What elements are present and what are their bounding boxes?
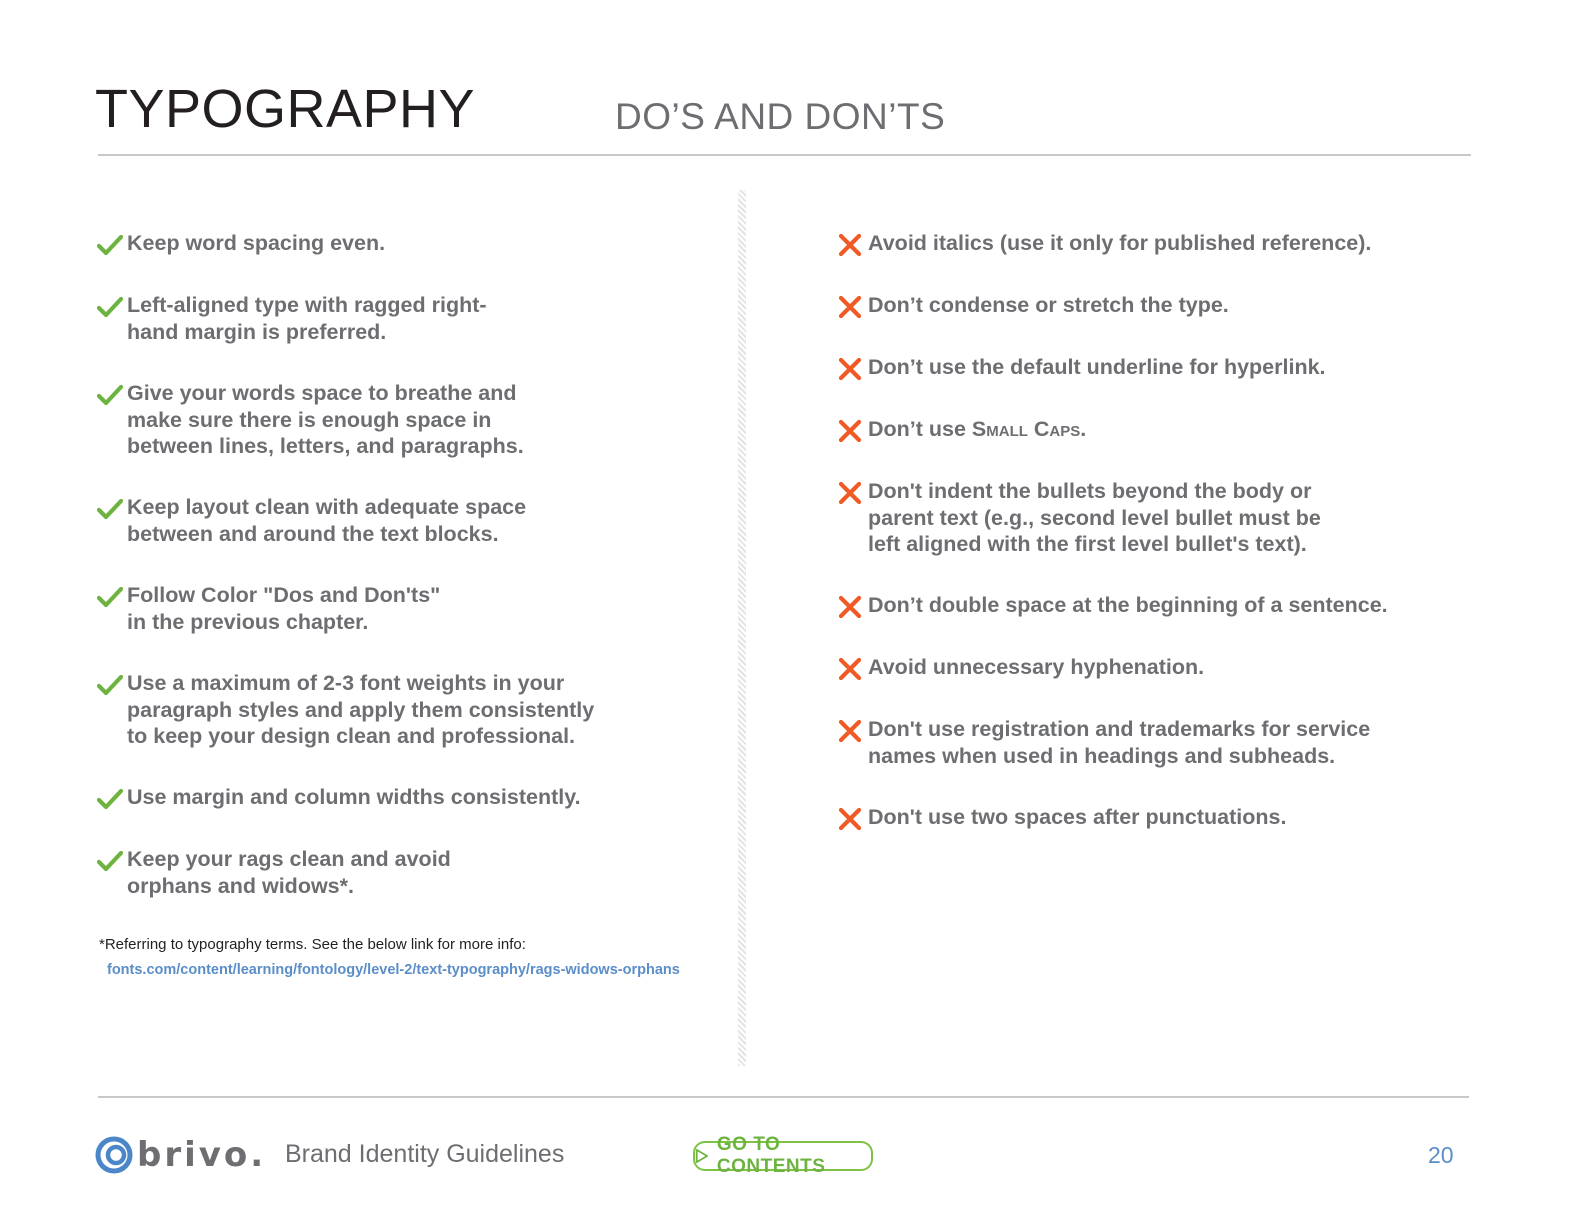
dont-item-text: Don’t condense or stretch the type. [868,293,1229,317]
check-icon [97,232,123,258]
do-item [97,380,524,460]
check-icon [97,382,123,408]
check-icon [97,786,123,812]
do-item-text: Follow Color "Dos and Don'ts" in the previous chapter. [127,583,441,634]
do-item-text: Keep your rags clean and avoid orphans and widows*. [127,847,451,898]
cross-icon [838,719,862,743]
dont-item-text [868,416,1086,443]
dont-item [838,416,1086,443]
brivo-logo-icon [95,1136,133,1174]
page-title: TYPOGRAPHY [95,79,476,139]
page-number: 20 [1428,1142,1454,1168]
dont-item-text: Don’t use the default underline for hyperlink. [868,355,1326,379]
column-divider [738,190,746,1066]
do-item [97,230,385,257]
do-item-text: Use margin and column widths consistently. [127,785,581,809]
dont-item-text: Don't use two spaces after punctuations. [868,805,1287,829]
dont-item-text: Don't indent the bullets beyond the body or parent text (e.g., second level bullet must be left aligned with the first level bullet's text). [868,479,1321,556]
go-to-contents-label: GO TO CONTENTS [716,1134,826,1177]
do-item [97,494,526,547]
footnote: *Referring to typography terms. See the below link for more info: [99,936,526,953]
check-icon [97,496,123,522]
page-subtitle: DO’S AND DON’TS [615,96,946,137]
brand-label: Brand Identity Guidelines [285,1140,565,1168]
cross-icon [838,419,862,443]
dont-item [838,478,1321,558]
do-item-text: Keep layout clean with adequate space between and around the text blocks. [127,495,527,546]
go-to-contents-button[interactable] [693,1134,873,1177]
header-rule [98,154,1471,156]
do-item [97,670,594,750]
dont-item-text: Don’t double space at the beginning of a sentence. [868,593,1388,617]
footer-rule [98,1096,1469,1098]
do-item [97,292,487,345]
check-icon [97,672,123,698]
cross-icon [838,807,862,831]
dont-item-text: Don't use registration and trademarks for service names when used in headings and subheads. [868,717,1371,768]
do-item-text: Give your words space to breathe and make sure there is enough space in between lines, letters, and paragraphs. [127,381,524,458]
dont-item-text-prefix: Don’t use [868,417,972,441]
do-item [97,582,440,635]
small-caps-suffix: . [1080,417,1087,441]
check-icon [97,294,123,320]
do-item [97,784,581,811]
dont-item [838,716,1370,769]
play-triangle-icon [695,1147,709,1165]
brivo-logo [95,1134,266,1176]
logo-dot: . [250,1135,267,1175]
logo-wordmark [137,1134,266,1176]
cross-icon [838,481,862,505]
cross-icon [838,233,862,257]
do-item-text: Keep word spacing even. [127,231,386,255]
dont-item [838,804,1286,831]
cross-icon [838,657,862,681]
dont-item [838,230,1371,257]
dont-item [838,292,1229,319]
footnote-link[interactable]: fonts.com/content/learning/fontology/level-2/text-typography/rags-widows-orphans [107,962,680,978]
cross-icon [838,295,862,319]
do-item-text: Use a maximum of 2-3 font weights in your paragraph styles and apply them consistently to keep your design clean and professional. [127,671,595,748]
dont-item [838,354,1326,381]
dont-item-text: Avoid italics (use it only for published reference). [868,231,1372,255]
dont-item [838,592,1388,619]
dont-item [838,654,1204,681]
check-icon [97,584,123,610]
small-caps-example: Small Caps [971,417,1081,441]
dont-item-text: Avoid unnecessary hyphenation. [868,655,1205,679]
check-icon [97,848,123,874]
do-item [97,846,451,899]
do-item-text: Left-aligned type with ragged right- hand margin is preferred. [127,293,487,344]
cross-icon [838,595,862,619]
logo-text: brivo [137,1135,251,1175]
cross-icon [838,357,862,381]
